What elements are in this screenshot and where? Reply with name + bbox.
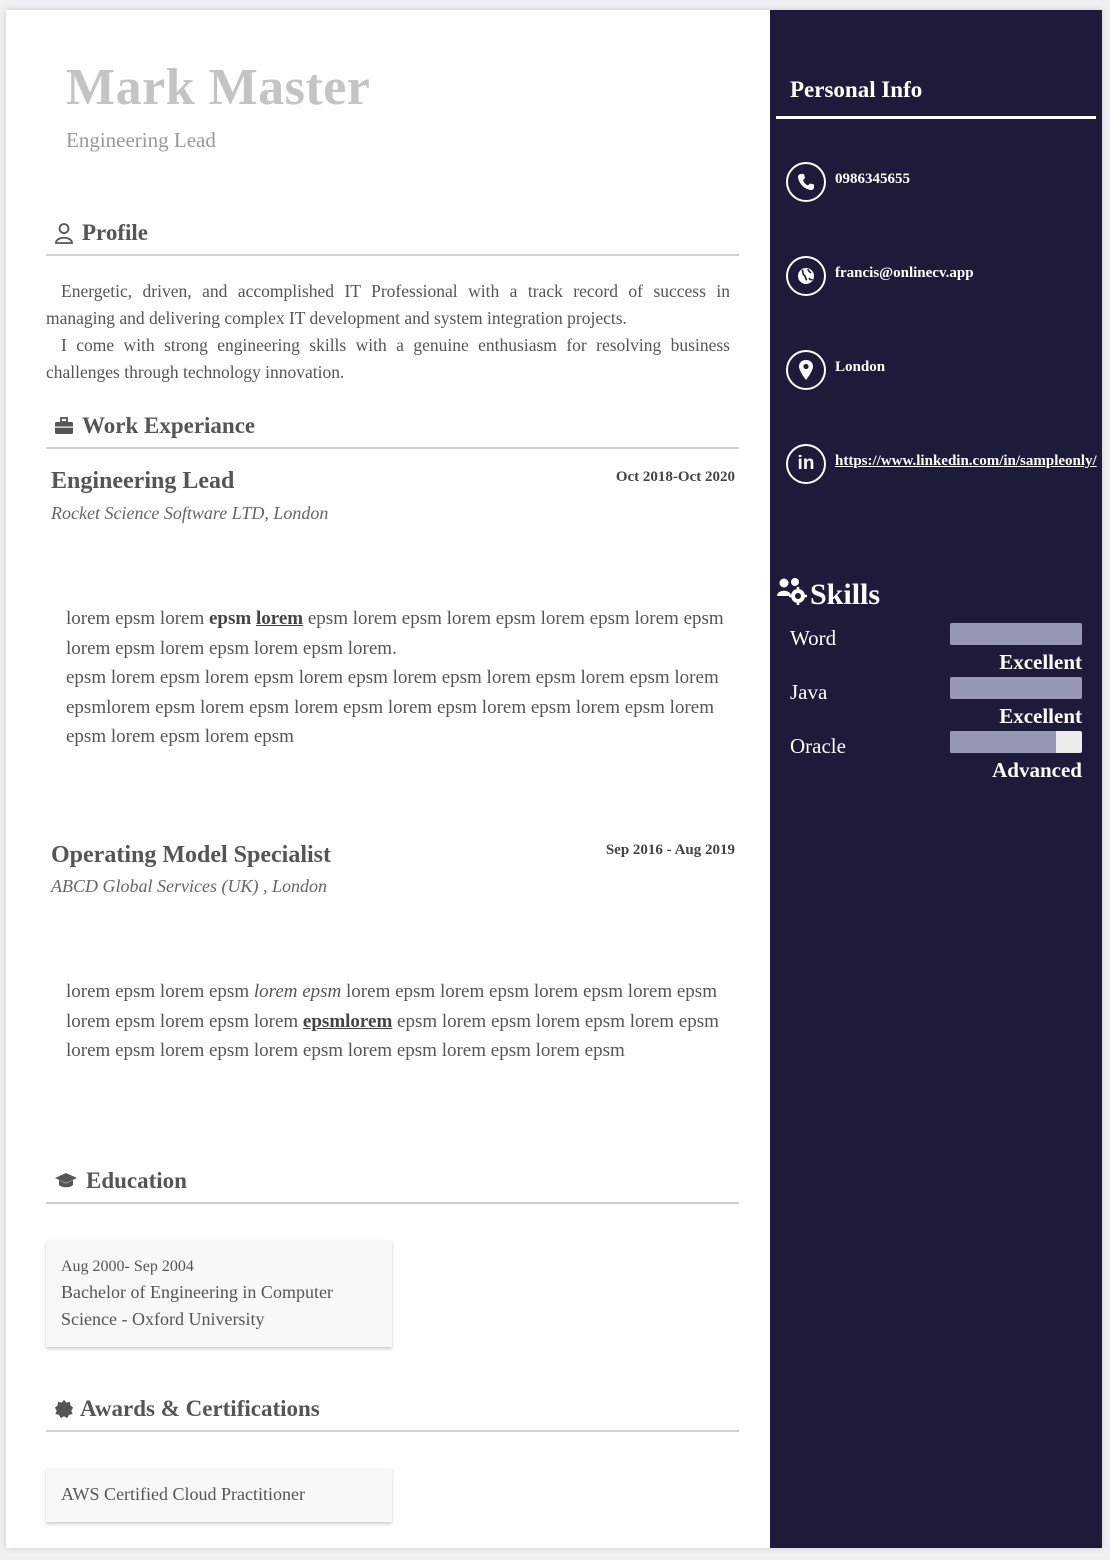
skill-bar-fill xyxy=(950,677,1082,699)
award-card xyxy=(46,1468,392,1522)
education-card xyxy=(46,1240,392,1347)
contact-phone xyxy=(786,156,1096,212)
user-icon xyxy=(54,222,74,244)
profile-summary xyxy=(46,278,730,386)
skill-name: Word xyxy=(790,626,837,650)
skill-bar-fill xyxy=(950,731,1056,753)
work-section-header xyxy=(46,403,739,449)
location: London xyxy=(835,359,886,375)
skills-header xyxy=(776,576,881,611)
skill-level: Advanced xyxy=(992,758,1082,782)
skill-name: Oracle xyxy=(790,734,846,758)
main-column xyxy=(6,10,770,1548)
profile-paragraph: Energetic, driven, and accomplished IT Professional with a track record of success in managing and delivering complex IT development and system integration projects. xyxy=(46,281,730,328)
skill-level: Excellent xyxy=(999,704,1082,728)
briefcase-icon xyxy=(54,415,74,437)
skill-bar xyxy=(950,731,1082,753)
profile-heading: Profile xyxy=(82,220,148,245)
profile-section-header xyxy=(46,210,739,256)
skill-bar xyxy=(950,623,1082,645)
work-heading: Work Experiance xyxy=(82,413,256,438)
profile-paragraph: I come with strong engineering skills with a genuine enthusiasm for resolving business challenges through technology innovation. xyxy=(46,335,730,382)
location-pin-icon xyxy=(786,350,826,390)
resume-page xyxy=(6,10,1102,1548)
candidate-name: Mark Master xyxy=(66,59,371,116)
award-badge-icon xyxy=(54,1398,74,1420)
job-title: Engineering Lead xyxy=(51,468,235,494)
skills-heading: Skills xyxy=(810,578,881,611)
skill-row xyxy=(790,626,1086,680)
education-heading: Education xyxy=(86,1168,187,1193)
job-company: Rocket Science Software LTD, London xyxy=(51,503,329,523)
users-cog-icon xyxy=(776,576,808,606)
linkedin-url[interactable]: https://www.linkedin.com/in/sampleonly/ xyxy=(835,453,1097,469)
linkedin-icon: in xyxy=(786,444,826,484)
education-date: Aug 2000- Sep 2004 xyxy=(61,1258,194,1275)
personal-info-heading: Personal Info xyxy=(790,77,923,102)
skill-level: Excellent xyxy=(999,650,1082,674)
sidebar xyxy=(770,10,1102,1548)
job-description: lorem epsm lorem epsm lorem epsm lorem epsm lorem epsm lorem epsm lorem epsm lorem epsm lorem epsm lorem epsmlorem epsm lorem epsm lorem epsm lorem epsm lorem epsm lorem epsm lorem epsm lorem epsm lorem epsm lorem epsm xyxy=(66,981,719,1061)
job-date: Oct 2018-Oct 2020 xyxy=(615,469,735,485)
job-date: Sep 2016 - Aug 2019 xyxy=(605,842,735,858)
job-description: lorem epsm lorem epsm lorem epsm lorem epsm lorem epsm lorem epsm lorem epsm lorem epsm lorem epsm lorem epsm lorem. epsm lorem epsm lorem epsm lorem epsm lorem epsm lorem epsm lorem epsm lorem epsmlorem epsm lorem epsm lorem epsm lorem epsm lorem epsm lorem epsm lorem epsm lorem epsm lorem epsm xyxy=(66,608,724,747)
education-degree: Bachelor of Engineering in Computer Science - Oxford University xyxy=(61,1282,333,1329)
graduation-cap-icon xyxy=(54,1170,78,1192)
contact-location xyxy=(786,344,1096,400)
job-title: Operating Model Specialist xyxy=(51,842,331,868)
skill-row xyxy=(790,680,1086,734)
contact-linkedin xyxy=(786,438,1096,494)
personal-info-header xyxy=(776,74,1096,119)
skill-name: Java xyxy=(790,680,828,704)
skill-row xyxy=(790,734,1086,788)
phone-number: 0986345655 xyxy=(835,171,910,187)
awards-section-header xyxy=(46,1386,739,1432)
skill-bar xyxy=(950,677,1082,699)
contact-email xyxy=(786,250,1096,306)
job-company: ABCD Global Services (UK) , London xyxy=(51,876,327,896)
globe-icon xyxy=(786,256,826,296)
award-name: AWS Certified Cloud Practitioner xyxy=(61,1484,306,1504)
education-section-header xyxy=(46,1158,739,1204)
skill-bar-fill xyxy=(950,623,1082,645)
phone-icon xyxy=(786,162,826,202)
email-address: francis@onlinecv.app xyxy=(835,265,974,281)
candidate-title: Engineering Lead xyxy=(66,128,216,152)
awards-heading: Awards & Certifications xyxy=(80,1396,320,1421)
